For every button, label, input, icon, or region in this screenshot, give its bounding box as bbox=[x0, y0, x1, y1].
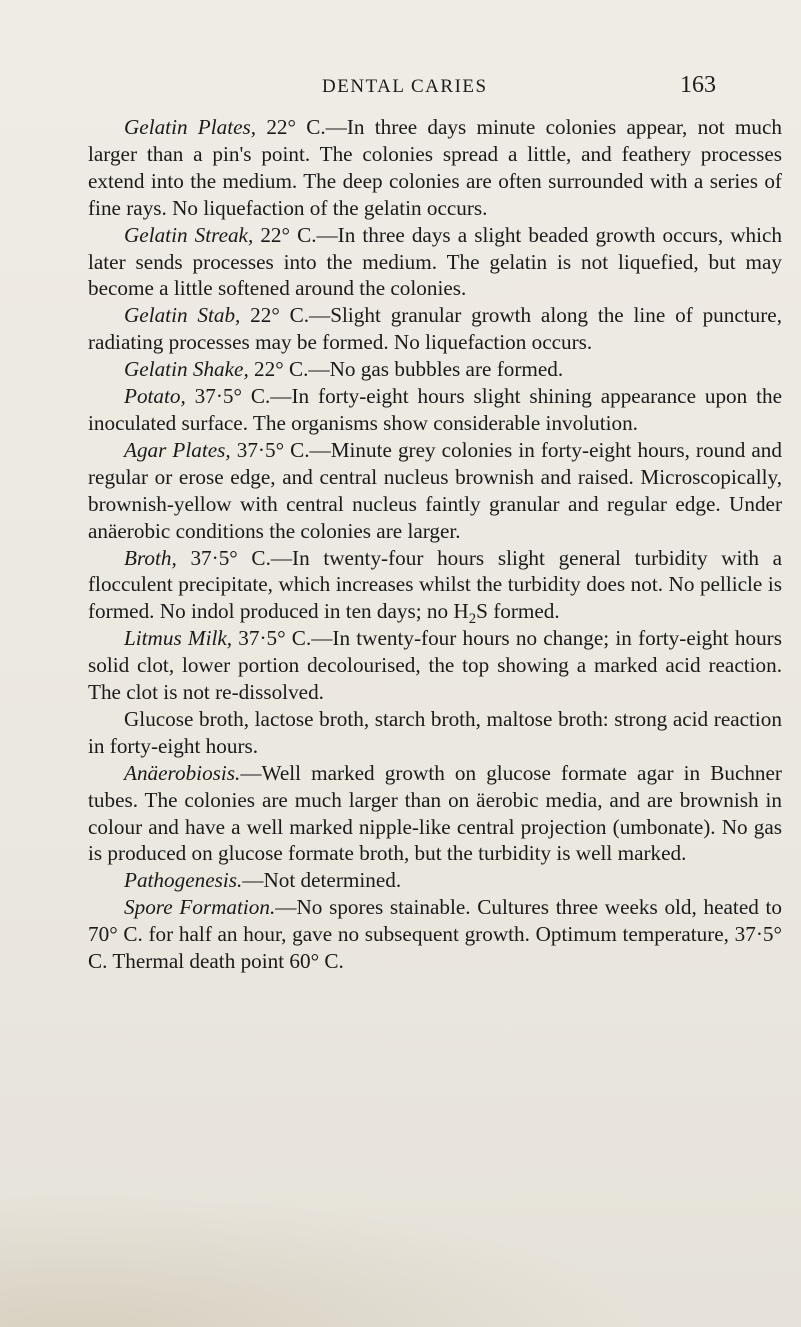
paragraph-text: 37·5° C.—Minute grey colonies in forty-eight hours, round and regular or erose edge, and central nucleus brownish and raised. Microscopically, brownish-yellow with central nucleus faintly granular and regular edge. Under anäerobic conditions the colonies are larger. bbox=[88, 437, 782, 543]
paragraph-gelatin-shake bbox=[88, 356, 782, 383]
paragraph-text: Glucose broth, lactose broth, starch broth, maltose broth: strong acid reaction in forty-eight hours. bbox=[88, 706, 782, 758]
term: Agar Plates, bbox=[124, 437, 231, 462]
paragraph-potato bbox=[88, 383, 782, 437]
page-number: 163 bbox=[680, 72, 716, 98]
paragraph-gelatin-plates bbox=[88, 114, 782, 222]
term: Pathogenesis. bbox=[124, 868, 243, 893]
term: Anäerobiosis. bbox=[124, 760, 241, 785]
term: Broth, bbox=[124, 545, 177, 570]
subscript: 2 bbox=[468, 611, 477, 628]
term: Spore Formation. bbox=[124, 895, 276, 920]
paper-stain bbox=[0, 1157, 801, 1327]
paragraph-text: —Well marked growth on glucose formate agar in Buchner tubes. The colonies are much larger than on äerobic media, and are brownish in colour and have a well marked nipple-like central projection (umbonate). No gas is produced on glucose formate broth, but the turbidity is well marked. bbox=[88, 760, 782, 866]
paragraph-text: 37·5° C.—In twenty-four hours no change; in forty-eight hours solid clot, lower portion decolourised, the top showing a marked acid reaction. The clot is not re-dissolved. bbox=[88, 626, 782, 705]
term: Litmus Milk, bbox=[124, 626, 233, 651]
paragraph-text: —Not determined. bbox=[242, 868, 402, 893]
term: Gelatin Streak, bbox=[124, 222, 254, 247]
paragraph-agar-plates bbox=[88, 437, 782, 545]
paragraph-spore-formation bbox=[88, 894, 782, 975]
paragraph-gelatin-stab bbox=[88, 302, 782, 356]
paragraph-text: 22° C.—Slight granular growth along the line of puncture, radiating processes may be formed. No liquefaction occurs. bbox=[88, 303, 782, 355]
body-text bbox=[88, 114, 782, 975]
paragraph-text: 22° C.—In three days minute colonies appear, not much larger than a pin's point. The colonies spread a little, and feathery processes extend into the medium. The deep colonies are often surrounded with a series of fine rays. No liquefaction of the gelatin occurs. bbox=[88, 115, 783, 220]
paragraph-text: 22° C.—In three days a slight beaded growth occurs, which later sends processes into the medium. The gelatin is not liquefied, but may become a little softened around the colonies. bbox=[88, 222, 782, 301]
running-head: DENTAL CARIES bbox=[322, 76, 488, 97]
page-header bbox=[0, 68, 801, 108]
paragraph-sugar-broths bbox=[88, 706, 782, 760]
term: Gelatin Stab, bbox=[124, 303, 241, 328]
paragraph-gelatin-streak bbox=[88, 222, 782, 303]
paragraph-litmus-milk bbox=[88, 625, 782, 706]
paragraph-broth bbox=[88, 545, 782, 626]
term: Potato, bbox=[124, 384, 186, 409]
paragraph-text: 22° C.—No gas bubbles are formed. bbox=[248, 357, 564, 382]
paragraph-text-after: S formed. bbox=[476, 599, 560, 624]
term: Gelatin Plates, bbox=[124, 115, 257, 139]
paragraph-text: 37·5° C.—In twenty-four hours slight general turbidity with a flocculent precipitate, which increases whilst the turbidity does not. No pellicle is formed. No indol produced in ten days; no H bbox=[88, 545, 782, 624]
term: Gelatin Shake, bbox=[124, 357, 249, 382]
paragraph-anaerobiosis bbox=[88, 760, 782, 868]
paragraph-text: —No spores stainable. Cultures three weeks old, heated to 70° C. for half an hour, gave no subsequent growth. Optimum temperature, 37·5° C. Thermal death point 60° C. bbox=[88, 895, 782, 974]
paragraph-text: 37·5° C.—In forty-eight hours slight shining appearance upon the inoculated surface. The organisms show considerable involution. bbox=[88, 384, 782, 435]
paragraph-pathogenesis bbox=[88, 867, 782, 894]
